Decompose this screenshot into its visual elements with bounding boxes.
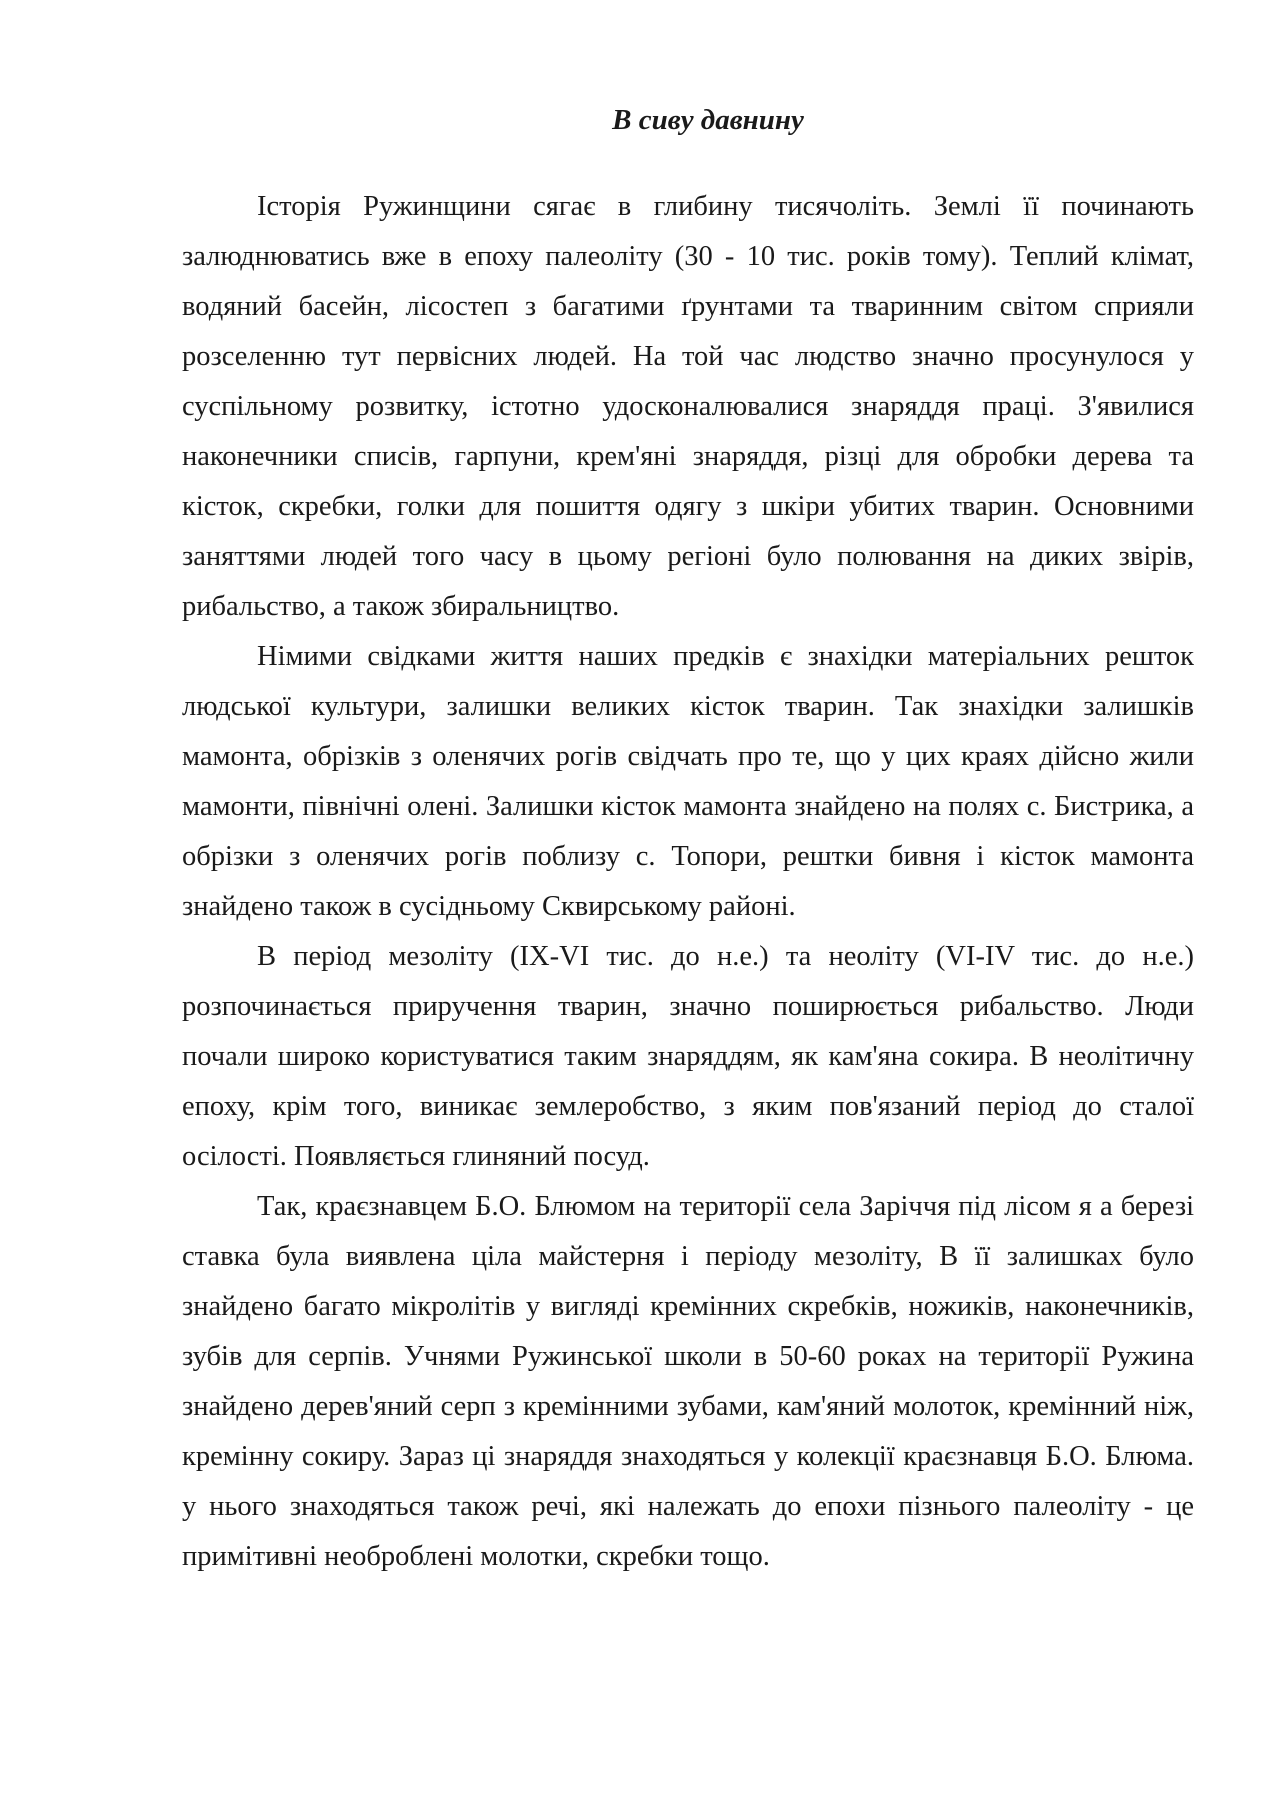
paragraph-3: В період мезоліту (IX-VI тис. до н.е.) та неоліту (VI-IV тис. до н.е.) розпочинається приручення тварин, значно поширюється рибальство. Люди почали широко користуватися таким знаряддям, як кам'яна сокира. В неолітичну епоху, крім того, виникає землеробство, з яким пов'язаний період до сталої осілості. Появляється глиняний посуд. <box>182 941 1194 1172</box>
paragraph-1: Історія Ружинщини сягає в глибину тисячоліть. Землі її починають залюднюватись вже в епоху палеоліту (30 - 10 тис. років тому). Теплий клімат, водяний басейн, лісостеп з багатими ґрунтами та тваринним світом сприяли розселенню тут первісних людей. На той час людство значно просунулося у суспільному розвитку, істотно удосконалювалися знаряддя праці. З'явилися наконечники списів, гарпуни, крем'яні знаряддя, різці для обробки дерева та кісток, скребки, голки для пошиття одягу з шкіри убитих тварин. Основними заняттями людей того часу в цьому регіоні було полювання на диких звірів, рибальство, а також збиральництво. <box>182 191 1194 622</box>
paragraph-2: Німими свідками життя наших предків є знахідки матеріальних решток людської культури, залишки великих кісток тварин. Так знахідки залишків мамонта, обрізків з оленячих рогів свідчать про те, що у цих краях дійсно жили мамонти, північні олені. Залишки кісток мамонта знайдено на полях с. Бистрика, а обрізки з оленячих рогів поблизу с. Топори, рештки бивня і кісток мамонта знайдено також в сусідньому Сквирському районі. <box>182 641 1194 922</box>
document-page <box>182 100 1194 1582</box>
document-title: В сиву давнину <box>612 104 804 136</box>
paragraph-4: Так, краєзнавцем Б.О. Блюмом на території села Заріччя під лісом я а березі ставка була виявлена ціла майстерня і періоду мезоліту, В її залишках було знайдено багато мікролітів у вигляді кремінних скребків, ножиків, наконечників, зубів для серпів. Учнями Ружинської школи в 50-60 роках на території Ружина знайдено дерев'яний серп з кремінними зубами, кам'яний молоток, кремінний ніж, кремінну сокиру. Зараз ці знаряддя знаходяться у колекції краєзнавця Б.О. Блюма. у нього знаходяться також речі, які належать до епохи пізнього палеоліту - це примітивні необроблені молотки, скребки тощо. <box>182 1191 1194 1572</box>
